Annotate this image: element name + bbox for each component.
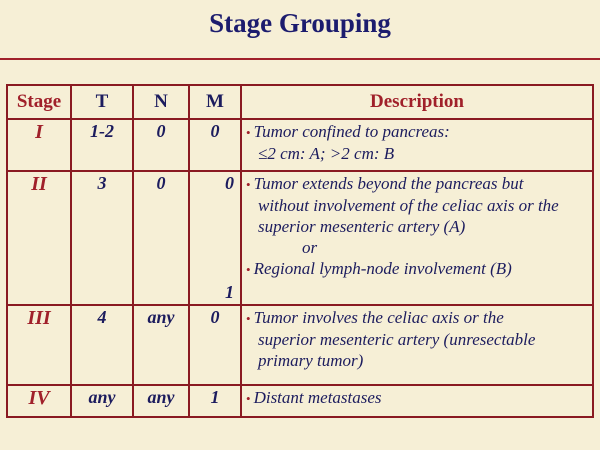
row-n: any bbox=[133, 385, 189, 417]
desc-line: ≤2 cm: A; >2 cm: B bbox=[258, 144, 395, 163]
table-row bbox=[7, 385, 593, 417]
desc-line: Tumor confined to pancreas: bbox=[253, 122, 450, 141]
table-header-row bbox=[7, 85, 593, 119]
row-t: any bbox=[71, 385, 133, 417]
bullet-icon: • bbox=[246, 262, 251, 277]
row-m: 0 bbox=[189, 305, 241, 385]
bullet-icon: • bbox=[246, 311, 251, 326]
header-t: T bbox=[71, 85, 133, 119]
row-n: any bbox=[133, 305, 189, 385]
header-description: Description bbox=[241, 85, 593, 119]
desc-line: Regional lymph-node involvement (B) bbox=[253, 259, 512, 278]
header-n: N bbox=[133, 85, 189, 119]
table-row bbox=[7, 171, 593, 305]
row-description bbox=[241, 119, 593, 171]
desc-or: or bbox=[302, 238, 318, 257]
row-stage: III bbox=[7, 305, 71, 385]
desc-line: superior mesenteric artery (unresectable bbox=[258, 330, 536, 349]
table-row bbox=[7, 305, 593, 385]
row-n: 0 bbox=[133, 171, 189, 305]
bullet-icon: • bbox=[246, 177, 251, 192]
row-m-value-b: 1 bbox=[225, 282, 234, 302]
row-t: 1-2 bbox=[71, 119, 133, 171]
desc-line: superior mesenteric artery (A) bbox=[258, 217, 466, 236]
header-stage: Stage bbox=[7, 85, 71, 119]
page-title: Stage Grouping bbox=[209, 8, 391, 38]
desc-line: Tumor involves the celiac axis or the bbox=[253, 308, 504, 327]
row-m: 1 bbox=[189, 385, 241, 417]
desc-line: primary tumor) bbox=[258, 351, 364, 370]
row-stage: IV bbox=[7, 385, 71, 417]
row-stage: II bbox=[7, 171, 71, 305]
row-description bbox=[241, 171, 593, 305]
row-m-value: 0 bbox=[225, 173, 234, 193]
desc-line: without involvement of the celiac axis or the bbox=[258, 196, 559, 215]
row-description bbox=[241, 305, 593, 385]
title-divider bbox=[0, 58, 600, 60]
row-m bbox=[189, 171, 241, 305]
desc-line: Distant metastases bbox=[253, 388, 382, 407]
header-m: M bbox=[189, 85, 241, 119]
row-stage: I bbox=[7, 119, 71, 171]
bullet-icon: • bbox=[246, 391, 251, 406]
row-n: 0 bbox=[133, 119, 189, 171]
row-m: 0 bbox=[189, 119, 241, 171]
bullet-icon: • bbox=[246, 125, 251, 140]
row-description bbox=[241, 385, 593, 417]
row-t: 4 bbox=[71, 305, 133, 385]
stage-grouping-table bbox=[6, 84, 594, 418]
desc-line: Tumor extends beyond the pancreas but bbox=[253, 174, 524, 193]
table-row bbox=[7, 119, 593, 171]
row-t: 3 bbox=[71, 171, 133, 305]
